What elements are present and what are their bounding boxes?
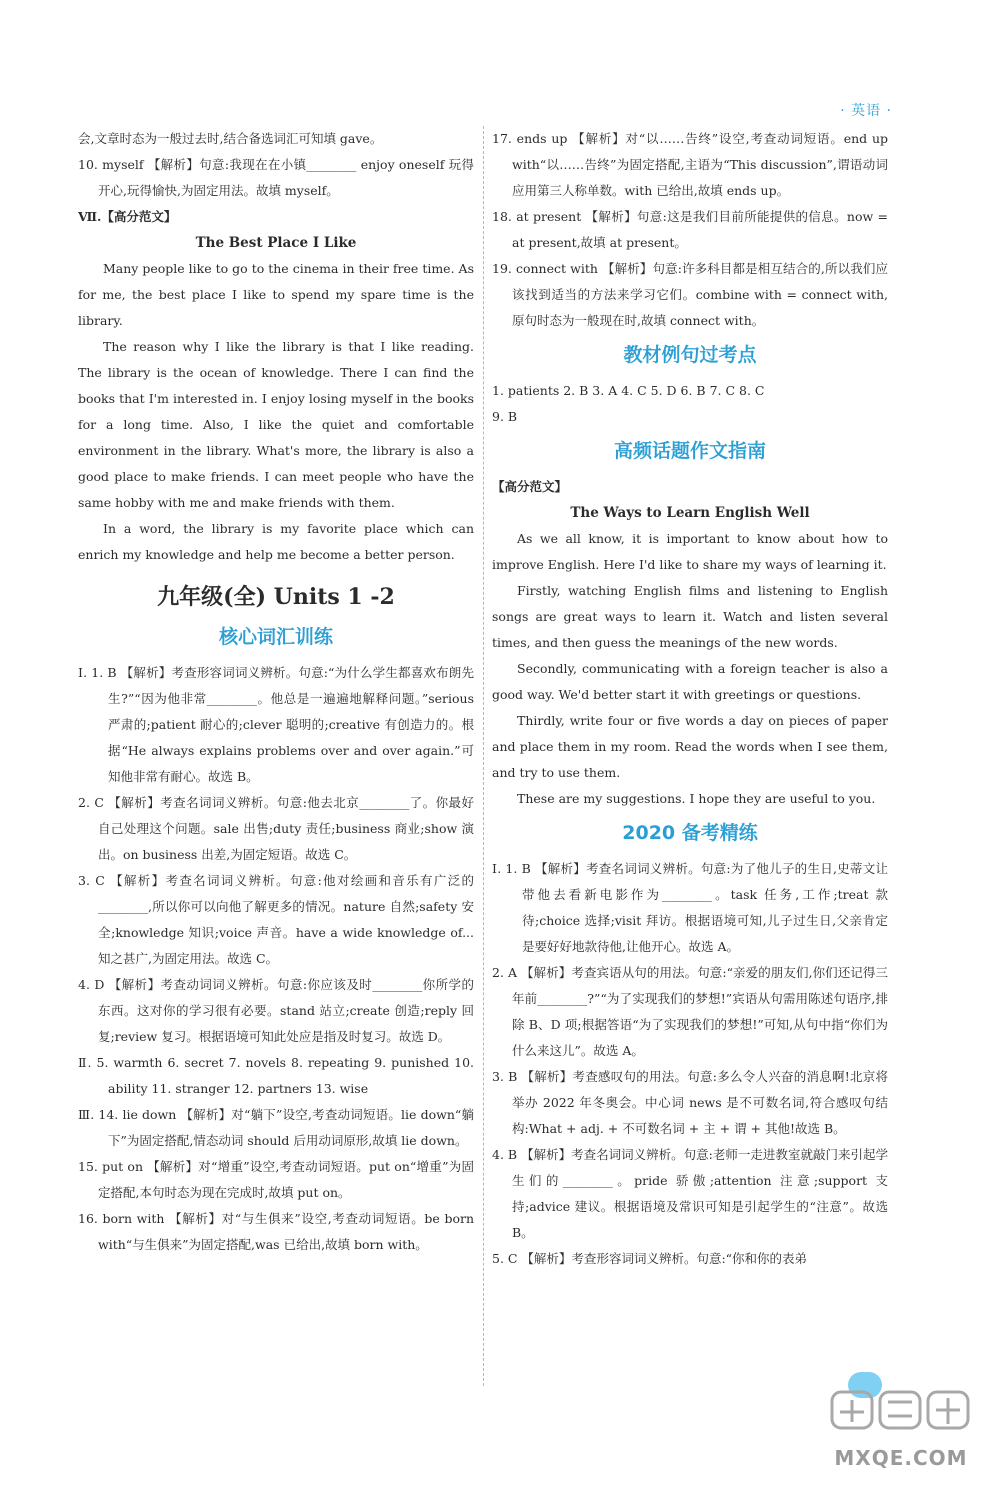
left-column [78, 126, 474, 1258]
section-heading: 核心词汇训练 [218, 626, 333, 648]
answer-item: 3. C 【解析】考查名词词义辨析。句意:他对绘画和音乐有广泛的________,所以你可以向他了解更多的情况。nature 自然;safety 安全;knowledge 知识;voice 声音。have a wide knowledge of... 知之甚广,为固定用法。故选 C。 [78, 873, 474, 966]
answer-item: 10. myself 【解析】句意:我现在在小镇________ enjoy oneself 玩得开心,玩得愉快,为固定用法。故填 myself。 [78, 157, 474, 198]
answer-item: Ⅱ. 5. warmth 6. secret 7. novels 8. repeating 9. punished 10. ability 11. stranger 12. partners 13. wise [78, 1055, 474, 1096]
subject-header: · 英语 · [840, 103, 892, 119]
watermark-text: MXQE.COM [834, 1446, 968, 1470]
unit-title: 九年级(全) Units 1 -2 [157, 584, 395, 610]
answer-item: Ⅲ. 14. lie down 【解析】对“躺下”设空,考查动词短语。lie down“躺下”为固定搭配,情态动词 should 后用动词原形,故填 lie down。 [78, 1107, 474, 1148]
section-label: Ⅶ.【高分范文】 [78, 209, 177, 224]
answer-line: 1. patients 2. B 3. A 4. C 5. D 6. B 7. C 8. C [492, 383, 765, 398]
essay-paragraph: The reason why I like the library is that I like reading. The library is the ocean of knowledge. There I can find the books that I'm interested in. I enjoy losing myself in the books for a long time. Also, I like the quiet and comfortable environment in the library. What's more, the library is also a good place to make friends. I can meet people who have the same hobby with me and make friends with them. [78, 339, 474, 510]
answer-item: 2. C 【解析】考查名词词义辨析。句意:他去北京________了。你最好自己处理这个问题。sale 出售;duty 责任;business 商业;show 演出。on business 出差,为固定短语。故选 C。 [78, 795, 474, 862]
section-heading: 高频话题作文指南 [613, 440, 766, 462]
answer-item: Ⅰ. 1. B 【解析】考查形容词词义辨析。句意:“为什么学生都喜欢布朗先生?”“因为他非常________。他总是一遍遍地解释问题。”serious 严肃的;patient 耐心的;clever 聪明的;creative 有创造力的。根据“He always explains problems over and over again.”可知他非常有耐心。故选 B。 [78, 665, 474, 784]
right-column [492, 126, 888, 1272]
essay-paragraph: As we all know, it is important to know about how to improve English. Here I'd like to share my ways of learning it. [492, 531, 888, 572]
answer-item: Ⅰ. 1. B 【解析】考查名词词义辨析。句意:为了他儿子的生日,史蒂文让带他去看新电影作为________。task 任务,工作;treat 款待;choice 选择;visit 拜访。根据语境可知,儿子过生日,父亲肯定是要好好地款待他,让他开心。故选 A。 [492, 861, 888, 954]
section-label: 【高分范文】 [492, 479, 568, 494]
essay-paragraph: In a word, the library is my favorite place which can enrich my knowledge and help me become a better person. [78, 521, 474, 562]
essay-title: The Ways to Learn English Well [570, 505, 810, 521]
answer-item: 3. B 【解析】考查感叹句的用法。句意:多么令人兴奋的消息啊!北京将举办 2022 年冬奥会。中心词 news 是不可数名词,符合感叹句结构:What + adj. + 不可数名词 + 主 + 谓 + 其他!故选 B。 [492, 1069, 888, 1136]
column-divider [483, 126, 484, 1386]
essay-paragraph: These are my suggestions. I hope they are useful to you. [517, 791, 876, 806]
answer-item: 2. A 【解析】考查宾语从句的用法。句意:“亲爱的朋友们,你们还记得三年前________?”“为了实现我们的梦想!”宾语从句需用陈述句语序,排除 B、D 项;根据答语“为了实现我们的梦想!”可知,从句中指“你们为什么来这儿”。故选 A。 [492, 965, 888, 1058]
answer-item: 4. D 【解析】考查动词词义辨析。句意:你应该及时________你所学的东西。这对你的学习很有必要。stand 站立;create 创造;reply 回复;review 复习。根据语境可知此处应是指及时复习。故选 D。 [78, 977, 474, 1044]
answer-item: 18. at present 【解析】句意:这是我们目前所能提供的信息。now = at present,故填 at present。 [492, 209, 888, 250]
essay-paragraph: Thirdly, write four or five words a day on pieces of paper and place them in my room. Read the words when I see them, and try to use them. [492, 713, 888, 780]
answer-item: 16. born with 【解析】对“与生俱来”设空,考查动词短语。be born with“与生俱来”为固定搭配,was 已给出,故填 born with。 [78, 1211, 474, 1252]
answer-item: 5. C 【解析】考查形容词词义辨析。句意:“你和你的表弟 [492, 1251, 808, 1266]
essay-paragraph: Many people like to go to the cinema in their free time. As for me, the best place I like to spend my spare time is the library. [78, 261, 474, 328]
answer-item: 17. ends up 【解析】对“以……告终”设空,考查动词短语。end up with“以……告终”为固定搭配,主语为“This discussion”,谓语动词应用第三人称单数。with 已给出,故填 ends up。 [492, 131, 888, 198]
answer-line: 9. B [492, 409, 518, 424]
answer-item: 4. B 【解析】考查名词词义辨析。句意:老师一走进教室就敲门来引起学生们的________。pride 骄傲;attention 注意;support 支持;advice 建议。根据语境及常识可知是引起学生的“注意”。故选 B。 [492, 1147, 888, 1240]
essay-paragraph: Firstly, watching English films and listening to English songs are great ways to learn it. Watch and listen several times, and then guess the meanings of the new words. [492, 583, 888, 650]
answer-line: 会,文章时态为一般过去时,结合备选词汇可知填 gave。 [78, 131, 383, 146]
answer-item: 15. put on 【解析】对“增重”设空,考查动词短语。put on“增重”为固定搭配,本句时态为现在完成时,故填 put on。 [78, 1159, 474, 1200]
essay-paragraph: Secondly, communicating with a foreign teacher is also a good way. We'd better start it with greetings or questions. [492, 661, 888, 702]
answer-item: 19. connect with 【解析】句意:许多科目都是相互结合的,所以我们应该找到适当的方法来学习它们。combine with = connect with,原句时态为一般现在时,故填 connect with。 [492, 261, 888, 328]
section-heading: 2020 备考精练 [622, 822, 758, 844]
essay-title: The Best Place I Like [195, 235, 357, 251]
section-heading: 教材例句过考点 [623, 344, 757, 366]
